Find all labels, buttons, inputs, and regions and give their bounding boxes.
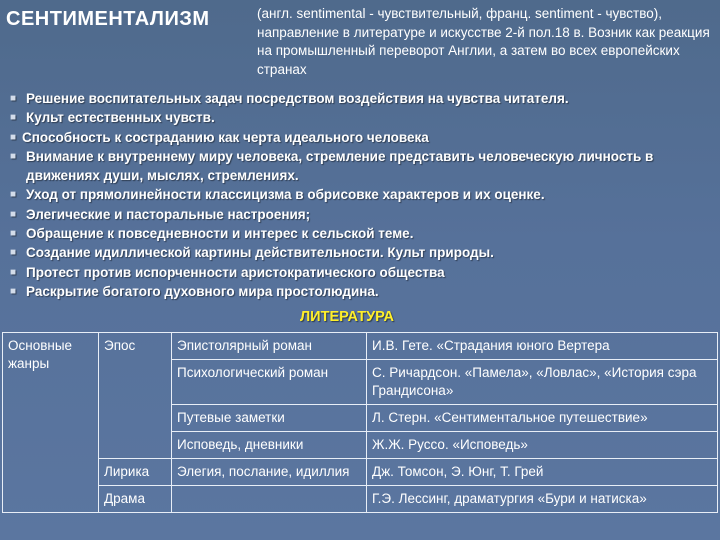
feature-text: Раскрытие богатого духовного мира простолюдина.	[26, 283, 379, 299]
feature-item	[10, 282, 716, 301]
square-bullet-icon: ■	[10, 150, 17, 162]
square-bullet-icon: ■	[10, 247, 17, 259]
feature-text: Культ естественных чувств.	[26, 110, 215, 126]
kind-cell: Драма	[99, 486, 172, 513]
square-bullet-icon: ■	[10, 189, 17, 201]
feature-text: Внимание к внутреннему миру человека, стремление представить человеческую личность в движениях души, мыслях, стремлениях.	[26, 148, 654, 184]
feature-text: Способность к состраданию как черта идеального человека	[22, 129, 429, 145]
feature-item	[10, 89, 716, 108]
genre-cell: Элегия, послание, идиллия	[172, 459, 367, 486]
example-cell: С. Ричардсон. «Памела», «Ловлас», «История сэра Грандисона»	[367, 360, 718, 405]
square-bullet-icon: ■	[10, 266, 17, 278]
feature-text: Протест против испорченности аристократического общества	[26, 264, 445, 280]
genre-cell: Путевые заметки	[172, 405, 367, 432]
feature-item	[10, 147, 716, 186]
kind-cell: Эпос	[99, 333, 172, 459]
table-row	[3, 333, 718, 360]
page-title: СЕНТИМЕНТАЛИЗМ	[6, 8, 210, 30]
feature-text: Обращение к повседневности и интерес к сельской теме.	[26, 226, 414, 242]
example-cell: Ж.Ж. Руссо. «Исповедь»	[367, 432, 718, 459]
square-bullet-icon: ■	[10, 131, 17, 143]
example-cell: Г.Э. Лессинг, драматургия «Бури и натиска»	[367, 486, 718, 513]
feature-item	[10, 205, 716, 224]
square-bullet-icon: ■	[10, 112, 17, 124]
feature-item	[10, 128, 716, 147]
feature-text: Элегические и пасторальные настроения;	[26, 206, 311, 222]
genre-cell: Психологический роман	[172, 360, 367, 405]
feature-item	[10, 243, 716, 262]
feature-item	[10, 185, 716, 204]
feature-text: Уход от прямолинейности классицизма в обрисовке характеров и их оценке.	[26, 187, 545, 203]
example-cell: Дж. Томсон, Э. Юнг, Т. Грей	[367, 459, 718, 486]
feature-text: Решение воспитательных задач посредством воздействия на чувства читателя.	[26, 91, 569, 106]
example-cell: Л. Стерн. «Сентиментальное путешествие»	[367, 405, 718, 432]
table-row	[3, 486, 718, 513]
category-cell: Основные жанры	[3, 333, 99, 513]
feature-item	[10, 108, 716, 127]
square-bullet-icon: ■	[10, 208, 17, 220]
literature-heading: ЛИТЕРАТУРА	[300, 309, 395, 325]
feature-text: Создание идиллической картины действительности. Культ природы.	[26, 245, 494, 261]
feature-item	[10, 263, 716, 282]
square-bullet-icon: ■	[10, 285, 17, 297]
kind-cell: Лирика	[99, 459, 172, 486]
genre-cell: Исповедь, дневники	[172, 432, 367, 459]
genres-table	[2, 332, 718, 513]
square-bullet-icon: ■	[10, 228, 17, 240]
definition-text: (англ. sentimental - чувствительный, франц. sentiment - чувство), направление в литературе и искусстве 2-й пол.18 в. Возник как реакция на промышленный переворот Англии, а затем во всех европейских странах	[257, 6, 710, 77]
square-bullet-icon: ■	[10, 93, 17, 104]
genre-cell	[172, 486, 367, 513]
table-row	[3, 459, 718, 486]
features-list	[10, 89, 716, 301]
genre-cell: Эпистолярный роман	[172, 333, 367, 360]
example-cell: И.В. Гете. «Страдания юного Вертера	[367, 333, 718, 360]
feature-item	[10, 224, 716, 243]
